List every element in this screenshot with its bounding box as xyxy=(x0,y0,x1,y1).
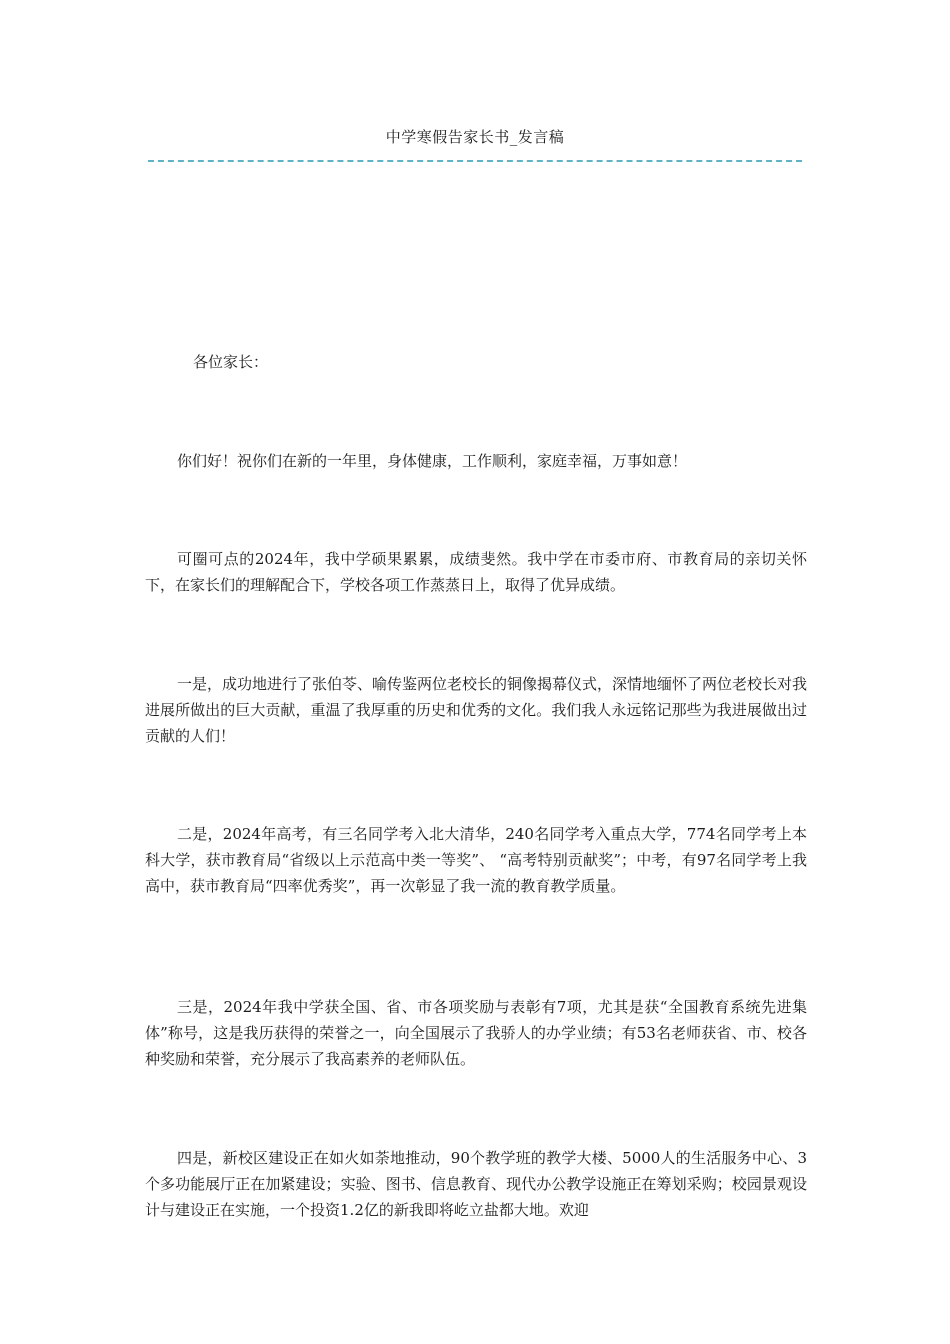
paragraph-point-three: 三是，2024年我中学获全国、省、市各项奖励与表彰有7项，尤其是获“全国教育系统先进集体”称号，这是我历获得的荣誉之一，向全国展示了我骄人的办学业绩；有53名老师获省、市、校各种奖励和荣誉，充分展示了我高素养的老师队伍。 xyxy=(145,998,807,1068)
paragraph-point-two: 二是，2024年高考，有三名同学考入北大清华，240名同学考入重点大学，774名同学考上本科大学，获市教育局“省级以上示范高中类一等奖”、 “高考特别贡献奖”；中考，有97名同学考上我高中，获市教育局“四率优秀奖”，再一次彰显了我一流的教育教学质量。 xyxy=(145,825,807,895)
paragraph-point-one: 一是，成功地进行了张伯苓、喻传鉴两位老校长的铜像揭幕仪式，深情地缅怀了两位老校长对我进展所做出的巨大贡献，重温了我厚重的历史和优秀的文化。我们我人永远铭记那些为我进展做出过贡献的人们！ xyxy=(145,675,808,745)
paragraph-summary: 可圈可点的2024年，我中学硕果累累，成绩斐然。我中学在市委市府、市教育局的亲切关怀下，在家长们的理解配合下，学校各项工作蒸蒸日上，取得了优异成绩。 xyxy=(145,550,807,594)
paragraph-point-four: 四是，新校区建设正在如火如荼地推动，90个教学班的教学大楼、5000人的生活服务中心、3个多功能展厅正在加紧建设；实验、图书、信息教育、现代办公教学设施正在筹划采购；校园景观设计与建设正在实施，一个投资1.2亿的新我即将屹立盐都大地。欢迎 xyxy=(145,1149,807,1219)
document-title: 中学寒假告家长书_发言稿 xyxy=(385,128,565,146)
salutation: 各位家长： xyxy=(193,353,269,371)
title-divider xyxy=(148,160,802,162)
paragraph-greeting: 你们好！祝你们在新的一年里，身体健康，工作顺利，家庭幸福，万事如意！ xyxy=(177,452,688,470)
